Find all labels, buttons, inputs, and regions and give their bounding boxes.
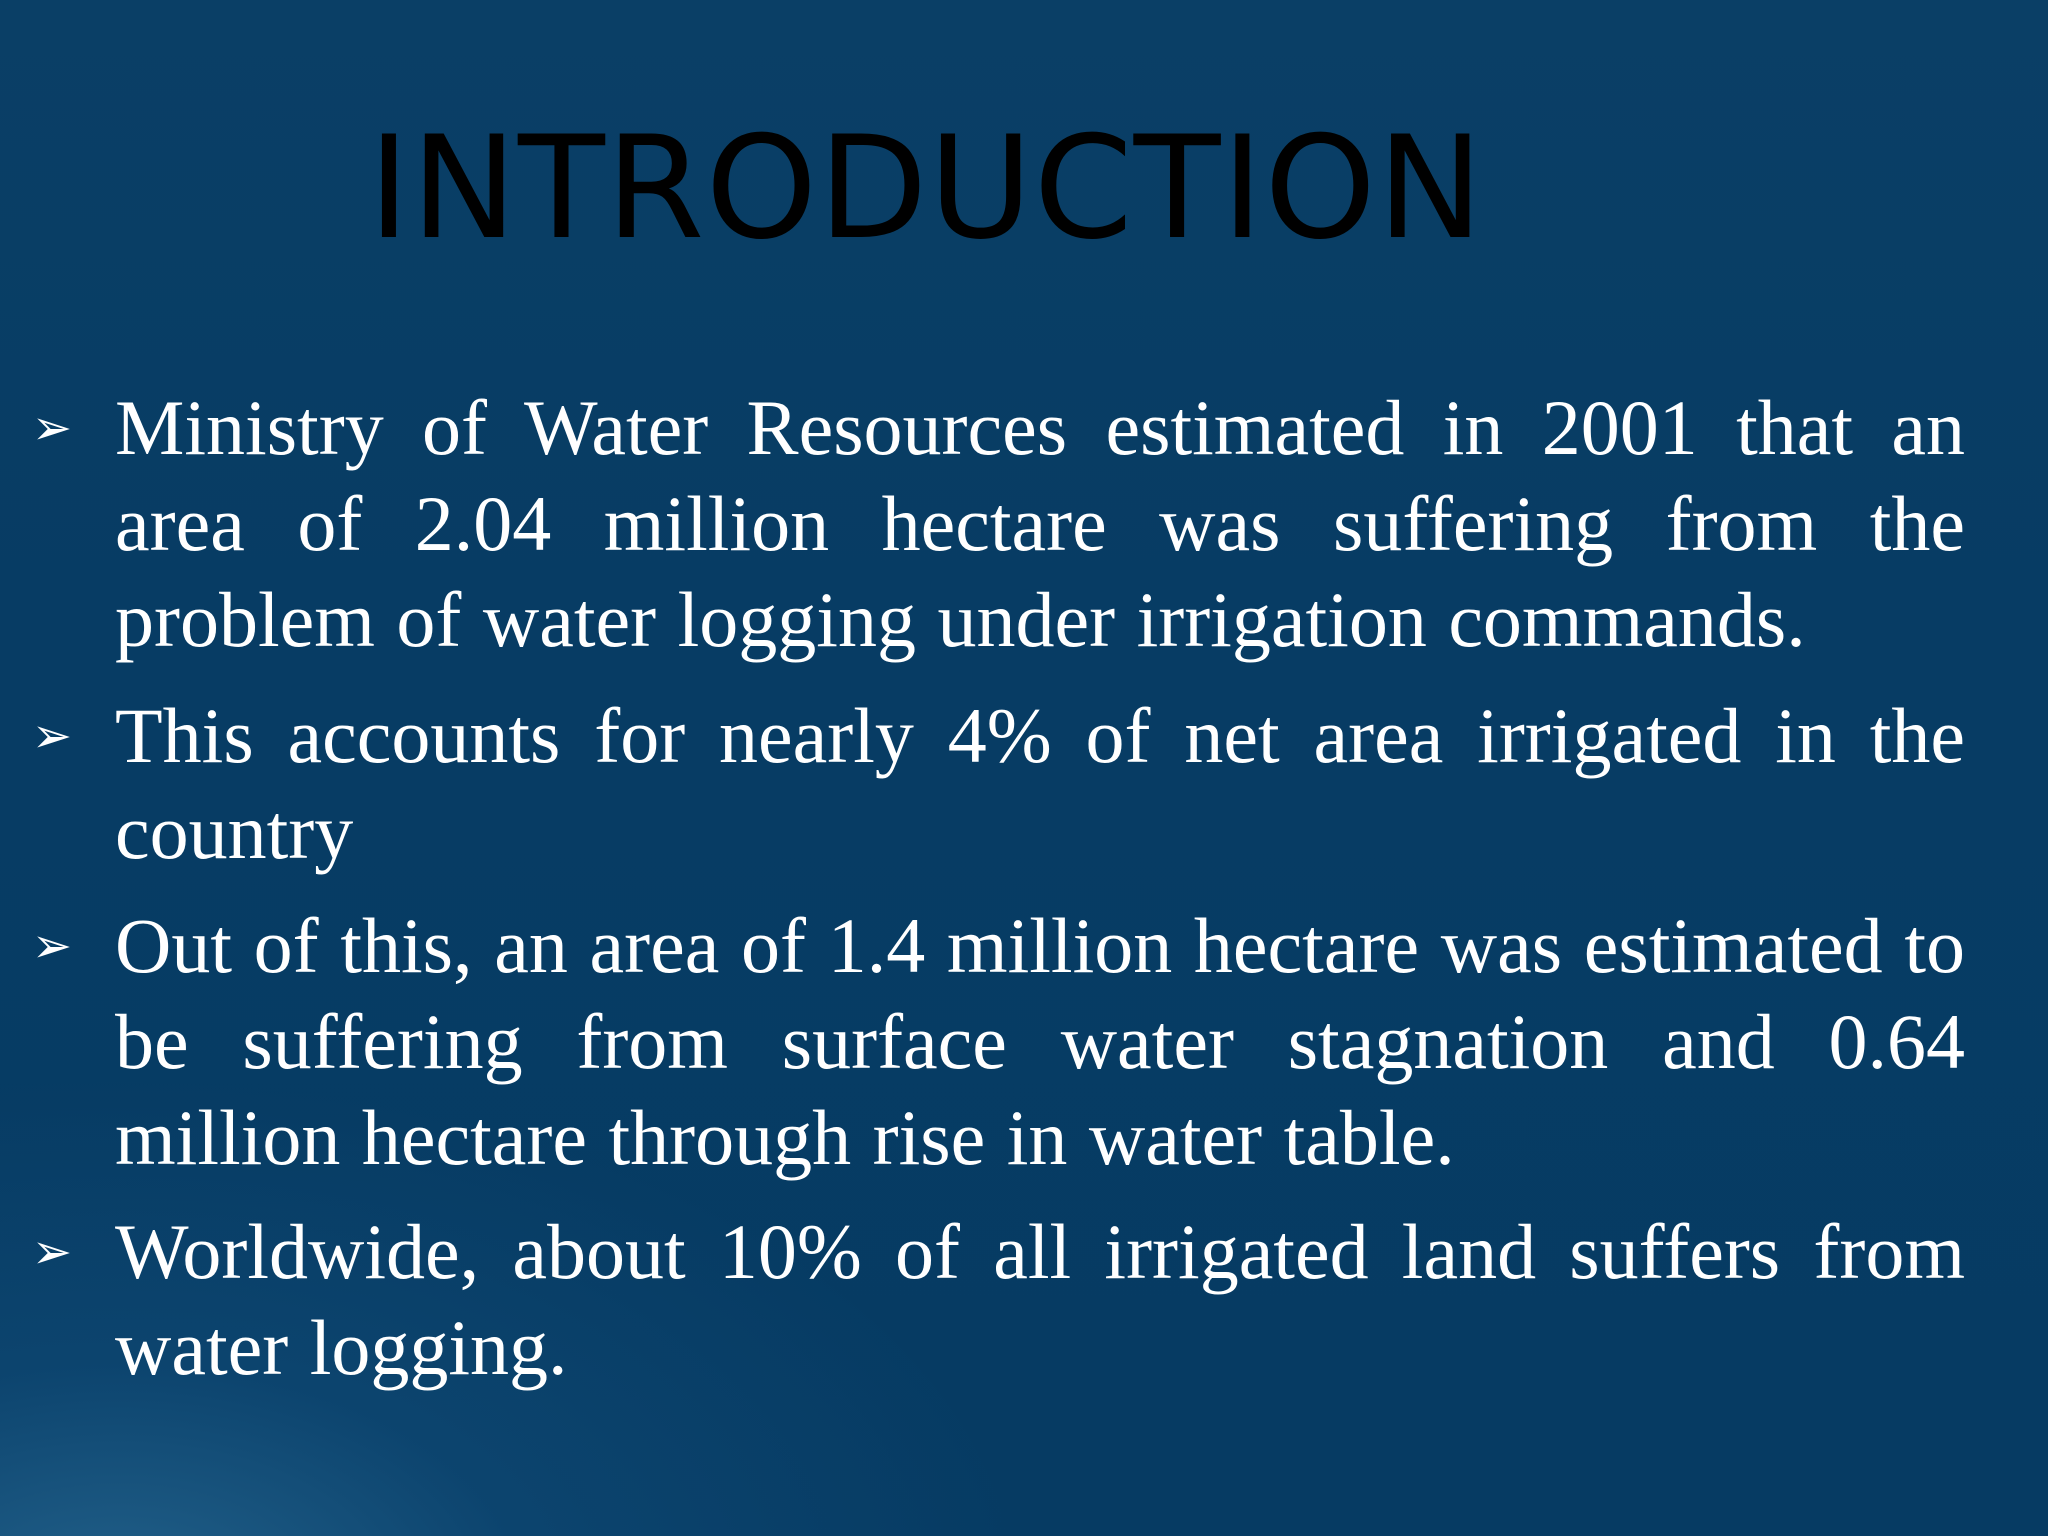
bullet-text: Out of this, an area of 1.4 million hectare was estimated to be suffering from surface water stagnation and 0.64 million hectare through rise in water table.: [115, 902, 1965, 1181]
bullet-arrow-icon: ➢: [31, 918, 73, 974]
bullet-arrow-icon: ➢: [31, 400, 73, 456]
bullet-arrow-icon: ➢: [31, 1224, 73, 1280]
bullet-text: This accounts for nearly 4% of net area irrigated in the country: [115, 692, 1965, 875]
bullet-arrow-icon: ➢: [31, 708, 73, 764]
slide-title: INTRODUCTION: [368, 106, 1485, 271]
bullet-text: Worldwide, about 10% of all irrigated land suffers from water logging.: [115, 1208, 1965, 1391]
bullet-text: Ministry of Water Resources estimated in 2001 that an area of 2.04 million hectare was suffering from the problem of water logging under irrigation commands.: [115, 384, 1965, 663]
